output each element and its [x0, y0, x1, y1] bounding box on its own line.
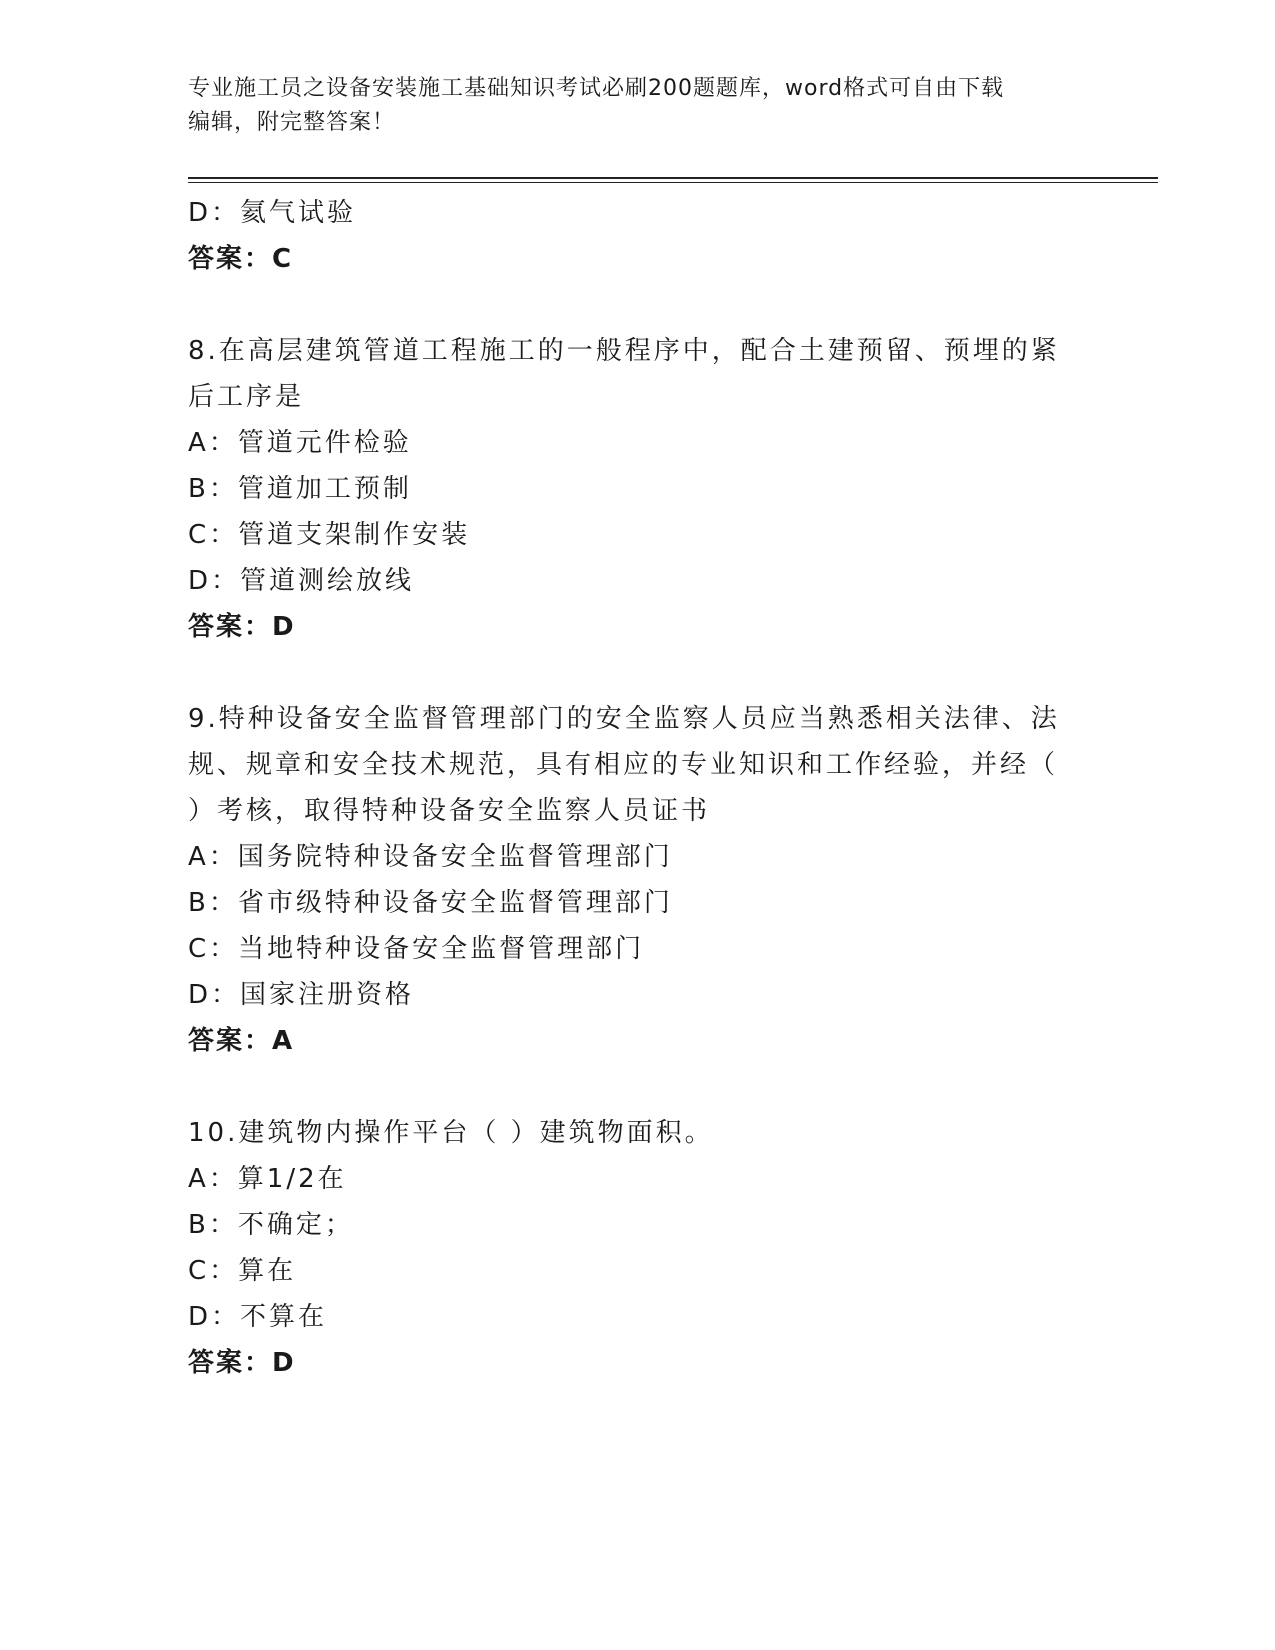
question-text-line: 10.建筑物内操作平台（ ）建筑物面积。	[188, 1118, 714, 1148]
option-line: C：当地特种设备安全监督管理部门	[188, 934, 645, 964]
header-divider	[188, 177, 1158, 183]
option-line: D：国家注册资格	[188, 980, 415, 1010]
option-line: C：算在	[188, 1256, 297, 1286]
answer-line: 答案：C	[188, 244, 294, 274]
question-text-line: 规、规章和安全技术规范，具有相应的专业知识和工作经验，并经（	[188, 750, 1059, 780]
header-title-line-2: 编辑，附完整答案！	[188, 110, 396, 135]
question-text-line: 9.特种设备安全监督管理部门的安全监察人员应当熟悉相关法律、法	[188, 704, 1060, 734]
spacer	[188, 650, 1078, 696]
option-line: A：算1/2在	[188, 1164, 347, 1194]
spacer	[188, 282, 1078, 328]
answer-line: 答案：A	[188, 1026, 295, 1056]
answer-line: 答案：D	[188, 1348, 296, 1378]
answer-line: 答案：D	[188, 612, 296, 642]
header-title-line-1: 专业施工员之设备安装施工基础知识考试必刷200题题库，word格式可自由下载	[188, 76, 1005, 101]
question-text-line: ）考核，取得特种设备安全监察人员证书	[188, 796, 711, 826]
option-line: A：国务院特种设备安全监督管理部门	[188, 842, 673, 872]
option-line: A：管道元件检验	[188, 428, 412, 458]
option-line: B：省市级特种设备安全监督管理部门	[188, 888, 673, 918]
question-text-line: 8.在高层建筑管道工程施工的一般程序中，配合土建预留、预埋的紧	[188, 336, 1060, 366]
question-list	[188, 190, 1078, 1386]
option-line: D：管道测绘放线	[188, 566, 415, 596]
option-line: D：氦气试验	[188, 198, 357, 228]
option-line: C：管道支架制作安装	[188, 520, 471, 550]
spacer	[188, 1064, 1078, 1110]
document-header	[188, 72, 1088, 140]
question-text-line: 后工序是	[188, 382, 305, 412]
option-line: D：不算在	[188, 1302, 328, 1332]
option-line: B：不确定；	[188, 1210, 354, 1240]
option-line: B：管道加工预制	[188, 474, 412, 504]
